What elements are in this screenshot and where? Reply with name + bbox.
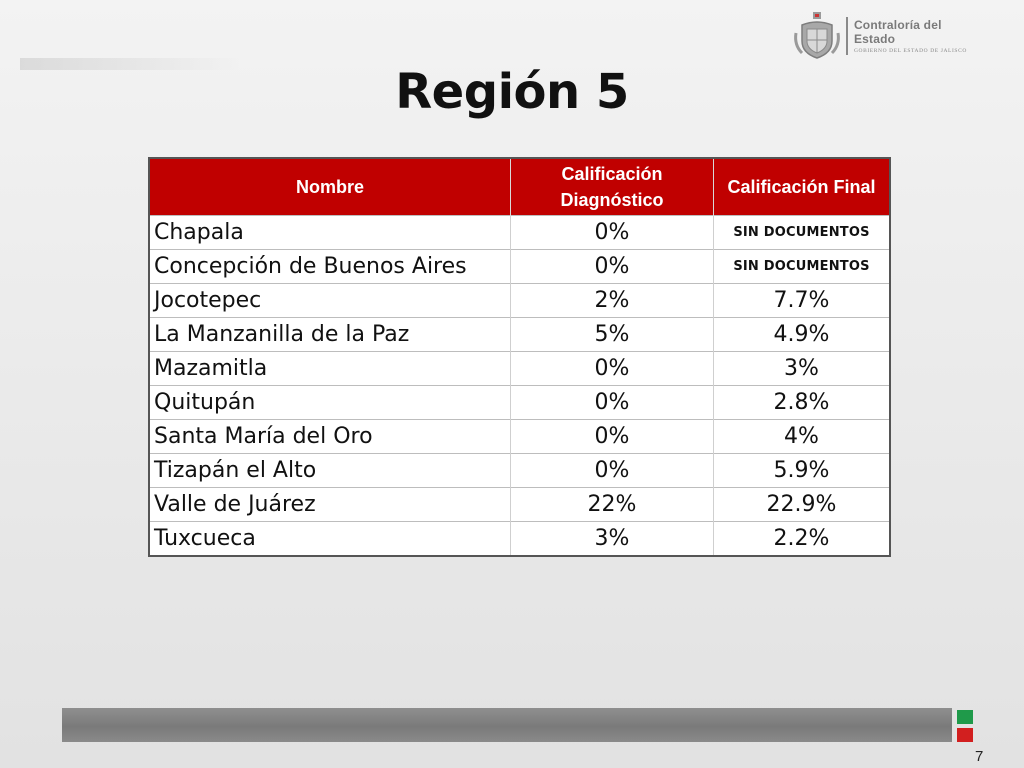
table-body — [149, 216, 890, 557]
table-row — [149, 488, 890, 522]
cell-nombre: Jocotepec — [149, 284, 511, 318]
table-row — [149, 522, 890, 557]
cell-diagnostico: 22% — [511, 488, 714, 522]
table-row — [149, 284, 890, 318]
cell-final: 5.9% — [714, 454, 891, 488]
cell-nombre: Santa María del Oro — [149, 420, 511, 454]
cell-final: 22.9% — [714, 488, 891, 522]
table-row — [149, 454, 890, 488]
page-number: 7 — [975, 748, 984, 765]
cell-nombre: Tizapán el Alto — [149, 454, 511, 488]
table-row — [149, 250, 890, 284]
cell-nombre: Quitupán — [149, 386, 511, 420]
cell-final: SIN DOCUMENTOS — [714, 250, 891, 284]
footer-bar — [62, 708, 952, 742]
cell-diagnostico: 0% — [511, 352, 714, 386]
header-row — [149, 158, 890, 216]
logo-text — [854, 18, 982, 54]
table-row — [149, 420, 890, 454]
header-nombre: Nombre — [149, 158, 511, 216]
slide-title: Región 5 — [395, 64, 629, 120]
table-header — [149, 158, 890, 216]
cell-final: 3% — [714, 352, 891, 386]
results-table — [148, 157, 891, 557]
cell-diagnostico: 0% — [511, 420, 714, 454]
table-row — [149, 318, 890, 352]
cell-final: 4.9% — [714, 318, 891, 352]
cell-final: 7.7% — [714, 284, 891, 318]
cell-diagnostico: 0% — [511, 216, 714, 250]
cell-nombre: Concepción de Buenos Aires — [149, 250, 511, 284]
cell-diagnostico: 3% — [511, 522, 714, 557]
cell-diagnostico: 5% — [511, 318, 714, 352]
logo-name: Contraloría del Estado — [853, 18, 942, 46]
cell-nombre: Tuxcueca — [149, 522, 511, 557]
cell-diagnostico: 0% — [511, 454, 714, 488]
cell-diagnostico: 2% — [511, 284, 714, 318]
header-calificacion-final: Calificación Final — [714, 158, 891, 216]
state-seal-icon — [792, 11, 842, 61]
cell-final: SIN DOCUMENTOS — [714, 216, 891, 250]
cell-nombre: Mazamitla — [149, 352, 511, 386]
table-row — [149, 386, 890, 420]
cell-nombre: Chapala — [149, 216, 511, 250]
cell-nombre: Valle de Juárez — [149, 488, 511, 522]
contraloria-logo — [792, 8, 982, 64]
cell-diagnostico: 0% — [511, 250, 714, 284]
cell-final: 2.8% — [714, 386, 891, 420]
green-square-icon — [957, 710, 973, 724]
red-square-icon — [957, 728, 973, 742]
table-row — [149, 216, 890, 250]
cell-final: 2.2% — [714, 522, 891, 557]
logo-divider — [846, 17, 848, 55]
table-row — [149, 352, 890, 386]
cell-final: 4% — [714, 420, 891, 454]
logo-subtitle: GOBIERNO DEL ESTADO DE JALISCO — [853, 48, 967, 54]
cell-nombre: La Manzanilla de la Paz — [149, 318, 511, 352]
header-calificacion-diagnostico: Calificación Diagnóstico — [511, 158, 714, 216]
cell-diagnostico: 0% — [511, 386, 714, 420]
